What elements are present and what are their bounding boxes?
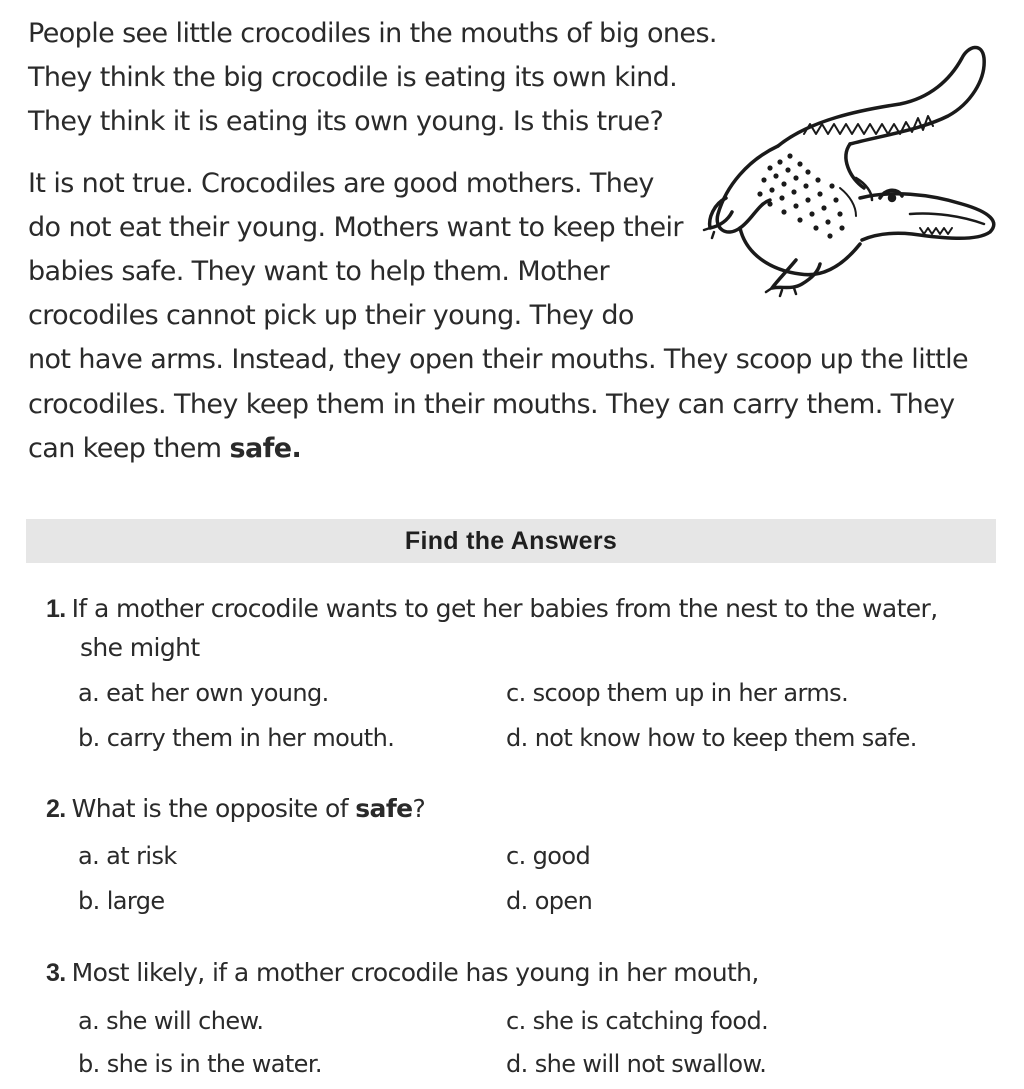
question-2-text: What is the opposite of [71,794,356,823]
question-2-option-a[interactable]: a. at risk [78,842,177,870]
question-1-text-line-2: she might [80,633,200,662]
question-1-option-c[interactable]: c. scoop them up in her arms. [506,679,849,707]
question-2-text-suffix: ? [412,794,426,823]
question-2-option-d[interactable]: d. open [506,887,593,915]
question-3-number: 3. [46,959,66,987]
question-1 [46,592,938,626]
question-3-option-b[interactable]: b. she is in the water. [78,1050,322,1078]
passage-line-4: It is not true. Crocodiles are good mothers. They [28,168,654,199]
crocodile-illustration [700,28,1000,298]
question-2-keyword-safe: safe [355,794,413,823]
question-3 [46,956,759,990]
passage-line-10-prefix: can keep them [28,433,230,464]
passage-line-3: They think it is eating its own young. Is this true? [28,106,664,137]
question-3-option-a[interactable]: a. she will chew. [78,1007,264,1035]
passage-line-7: crocodiles cannot pick up their young. They do [28,300,634,331]
question-2-option-c[interactable]: c. good [506,842,591,870]
passage-line-6: babies safe. They want to help them. Mother [28,256,610,287]
question-3-text: Most likely, if a mother crocodile has young in her mouth, [71,958,759,987]
passage-keyword-safe: safe. [229,433,302,464]
question-1-option-b[interactable]: b. carry them in her mouth. [78,724,395,752]
passage-line-2: They think the big crocodile is eating its own kind. [28,62,678,93]
question-2-option-b[interactable]: b. large [78,887,165,915]
passage-line-1: People see little crocodiles in the mouths of big ones. [28,18,717,49]
passage-line-10 [28,431,301,467]
question-3-option-c[interactable]: c. she is catching food. [506,1007,769,1035]
question-2-number: 2. [46,795,66,823]
question-2 [46,792,425,826]
passage-line-5: do not eat their young. Mothers want to keep their [28,212,683,243]
question-3-option-d[interactable]: d. she will not swallow. [506,1050,767,1078]
question-1-option-d[interactable]: d. not know how to keep them safe. [506,724,917,752]
passage-line-9: crocodiles. They keep them in their mouths. They can carry them. They [28,389,955,420]
question-1-text: If a mother crocodile wants to get her babies from the nest to the water, [71,594,938,623]
passage-line-8: not have arms. Instead, they open their mouths. They scoop up the little [28,344,968,375]
section-header [26,519,996,563]
question-1-number: 1. [46,595,66,623]
question-1-option-a[interactable]: a. eat her own young. [78,679,329,707]
section-title: Find the Answers [404,526,618,555]
